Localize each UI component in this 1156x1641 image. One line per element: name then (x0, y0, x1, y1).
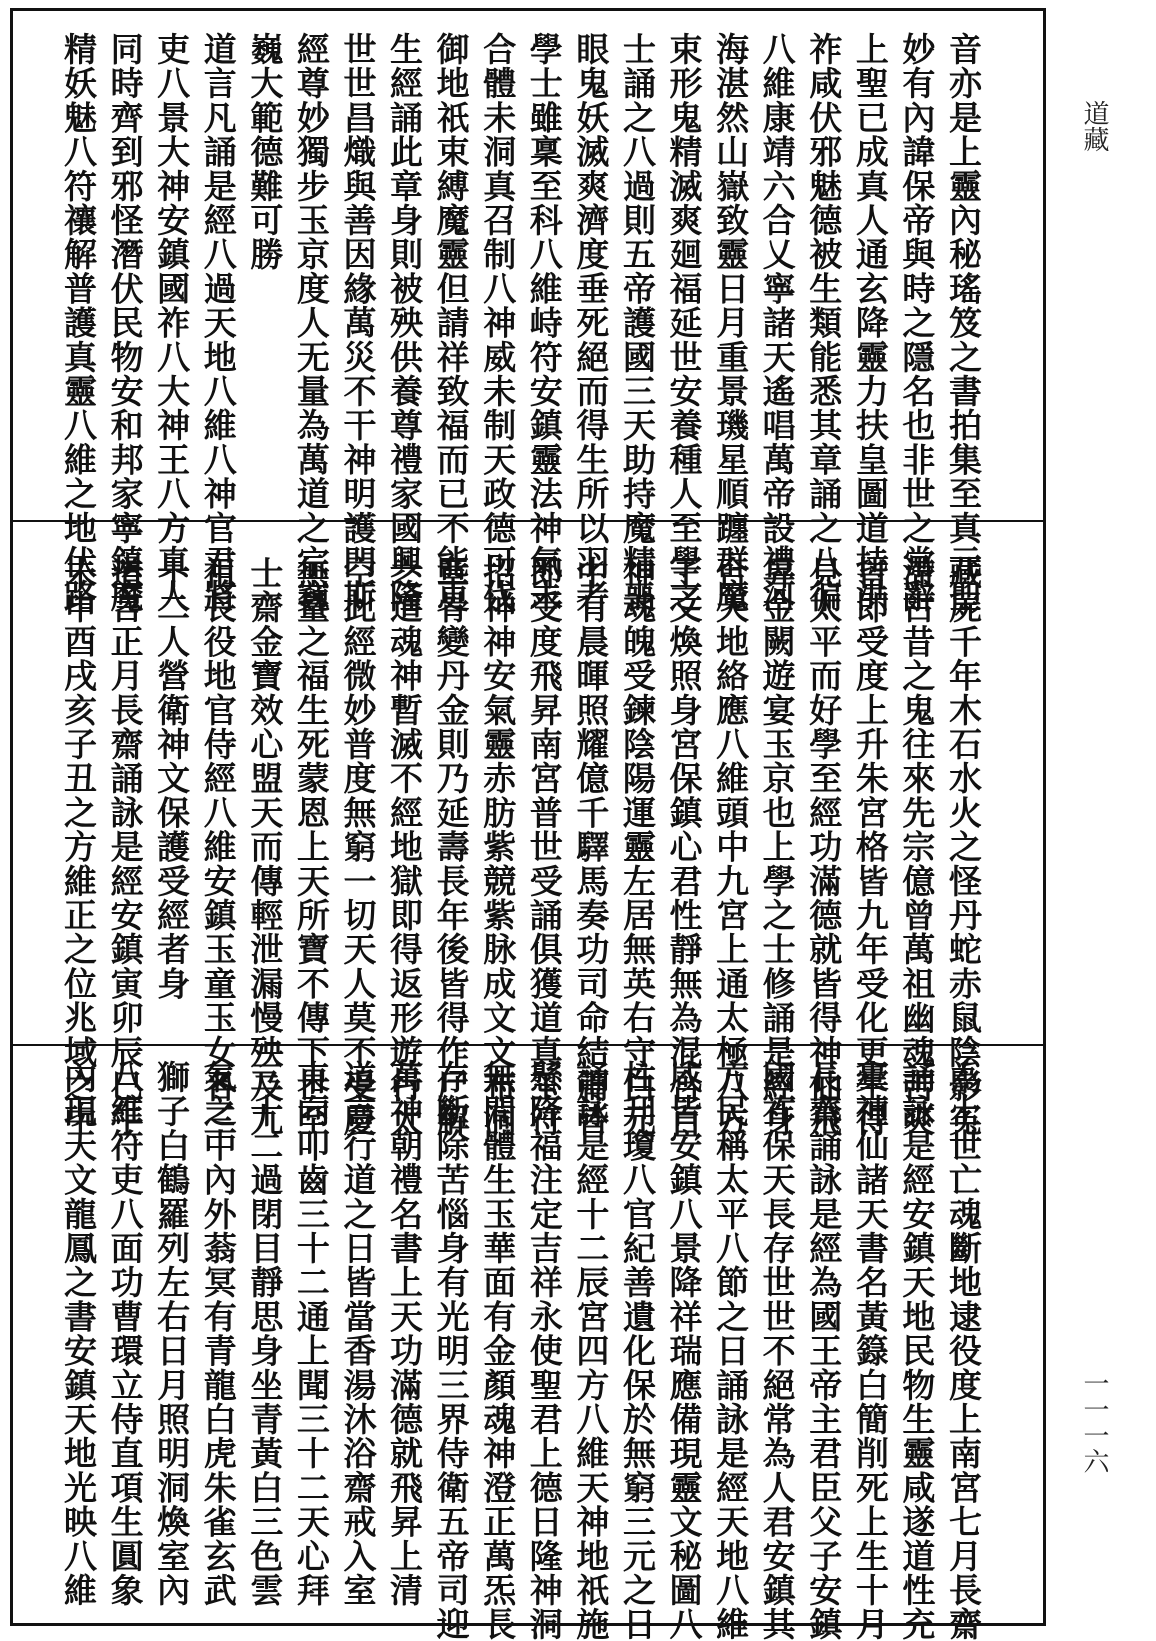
text-column: 懸降福注定吉祥永使聖君上德日隆神洞 (524, 1060, 564, 1641)
text-column: 為上世亡魂斷地逮役度上南宮七月長齋 (943, 1060, 983, 1641)
text-column: 經尊妙獨步玉京度人无量為萬道之宗巍 (291, 32, 331, 614)
text-column: 合體未洞真召制八神威未制天政德可伐 (478, 32, 518, 614)
text-column: 精妖魅八符禳解普護真靈八維之地伏路 (59, 32, 98, 614)
text-column: 妙有內諱保帝與時之隱名也非世之常辭 (897, 32, 937, 614)
text-column: 之道魂神暫滅不經地獄即得返形遊行太 (385, 556, 425, 1138)
text-column: 無間體生玉華面有金顏魂神澄正萬炁長 (478, 1060, 518, 1641)
text-column: 未申酉戌亥子丑之方維正之位兆域之中 (59, 556, 98, 1138)
text-column: 巍大範德難可勝 (245, 32, 285, 272)
text-column: 神魂魄受鍊陰陽運靈左居無英右守白元 (617, 556, 657, 1138)
text-column: 即受度飛昇南宮普世受誦俱獲道真玉符 (524, 556, 564, 1138)
text-column: 藏屍千年木石水火之怪丹蛇赤鼠陰影冤 (943, 556, 983, 1138)
text-column: 王文煥照身宮保鎮心君性靜無為混合百 (664, 556, 704, 1138)
text-column: 長齋誦詠是經為國王帝主君臣父子安鎮 (804, 1060, 844, 1641)
text-column: 咸皆安鎮八景降祥瑞應備現靈文秘圖八 (664, 1060, 704, 1641)
text-column: 方民稱太平八節之日誦詠是經天地八維 (711, 1060, 751, 1641)
text-column: 道言正月長齋誦詠是經安鎮寅卯辰巳午 (105, 556, 145, 1138)
text-column: 東向叩齒三十二通上聞三十二天心拜 (291, 1060, 331, 1608)
text-column: 見太平而好學至經功滿德就皆得神仙飛 (804, 556, 844, 1138)
side-title: 道藏 (1079, 100, 1109, 152)
text-column: 八維康靖六合乂寧諸天遙唱萬帝設禮河 (757, 32, 797, 614)
text-column: 祖長役地官侍經八維安鎮玉童玉女各三 (198, 556, 238, 1138)
text-panel-top (59, 32, 983, 614)
text-column: 士誦之八過則五帝護國三天助持魔精喪 (617, 32, 657, 614)
text-column: 道言行道之日皆當香湯沐浴齋戒入室 (338, 1060, 378, 1608)
text-column: 吏八景大神安鎮國祚八大神王八方真人 (152, 32, 192, 614)
text-column: 眼鬼妖滅爽濟度垂死絕而得生所以羽者 (571, 32, 611, 614)
text-column: 滯古昔之鬼往來先宗億曾萬祖幽魂苦爽 (897, 556, 937, 1138)
text-column: 海湛然山嶽致靈日月重景璣星順躔群魔 (711, 32, 751, 614)
text-column: 內現天文龍鳳之書安鎮天地光映八維 (59, 1060, 98, 1608)
text-column: 士齋金寶效心盟天而傳輕泄漏慢殃及九 (245, 556, 285, 1138)
text-column: 合天地絡應八維頭中九宮上通太極八方 (711, 556, 751, 1138)
text-column: 橐神仙諸天書名黃籙白簡削死上生十月 (850, 1060, 890, 1641)
text-column: 生經誦此章身則被殃供養尊禮家國興隆 (385, 32, 425, 614)
text-column: 柱刋瓊八官紀善遺化保於無窮三元之日 (617, 1060, 657, 1641)
text-column: 獅子白鶴羅列左右日月照明洞煥室內 (152, 1060, 192, 1608)
text-column: 中有晨暉照耀億千驛馬奏功司命結篇皆 (571, 556, 611, 1138)
text-column: 萬神朝禮名書上天功滿德就飛昇上清 (385, 1060, 425, 1608)
text-column: 誦詠是經十二辰宮四方八維天神地祇施 (571, 1060, 611, 1641)
text-column: 空此經微妙普度無窮一切天人莫不受慶 (338, 556, 378, 1138)
text-panel-bottom (59, 1060, 983, 1641)
text-column: 國祚保天長存世世不絕常為人君安鎮其 (757, 1060, 797, 1641)
side-page-number: 一一一六 (1079, 1370, 1109, 1474)
text-column: 道言凡誦是經八過天地八維八神官君將 (198, 32, 238, 614)
text-column: 誦詠是經安鎮天地民物生靈咸遂道性充 (897, 1060, 937, 1641)
text-column: 招神神安氣靈赤肪紫競紫脉成文文布洞 (478, 556, 518, 1138)
text-column: 十二人營衛神文保護受經者身 (152, 556, 192, 1001)
text-column: 章骨變丹金則乃延壽長年後皆得作尸解 (431, 556, 471, 1138)
text-column: 學士雖稟至科八維峙符安鎮靈法神氣未 (524, 32, 564, 614)
text-column: 世世昌熾與善因緣萬災不干神明護門斯 (338, 32, 378, 614)
text-column: 八維符吏八面功曹環立侍直項生圓象 (105, 1060, 145, 1608)
text-column: 無量之福生死蒙恩上天所寶不傳下世至 (291, 556, 331, 1138)
text-column: 氣之中內外蓊冥有青龍白虎朱雀玄武 (198, 1060, 238, 1608)
text-column: 上聖已成真人通玄降靈力扶皇圖道持洪 (850, 32, 890, 614)
text-column: 祚咸伏邪魅德被生類能悉其章誦之八徧 (804, 32, 844, 614)
text-column: 昇金闕遊宴玉京也上學之士修誦是經身 (757, 556, 797, 1138)
text-panel-middle (59, 556, 983, 1138)
text-column: 音亦是上靈內秘瑤笈之書拍集至真元聖 (943, 32, 983, 614)
text-column: 同時齊到邪怪潛伏民物安和邦家寧鎮魔 (105, 32, 145, 614)
text-column: 三十二過閉目靜思身坐青黃白三色雲 (245, 1060, 285, 1608)
text-column: 皆即受度上升朱宮格皆九年受化更生得 (850, 556, 890, 1138)
text-column: 御地祇束縛魔靈但請祥致福而已不能更 (431, 32, 471, 614)
text-column: 存斷除苦惱身有光明三界侍衛五帝司迎 (431, 1060, 471, 1641)
text-column: 束形鬼精滅爽廻福延世安養種人至學之 (664, 32, 704, 614)
